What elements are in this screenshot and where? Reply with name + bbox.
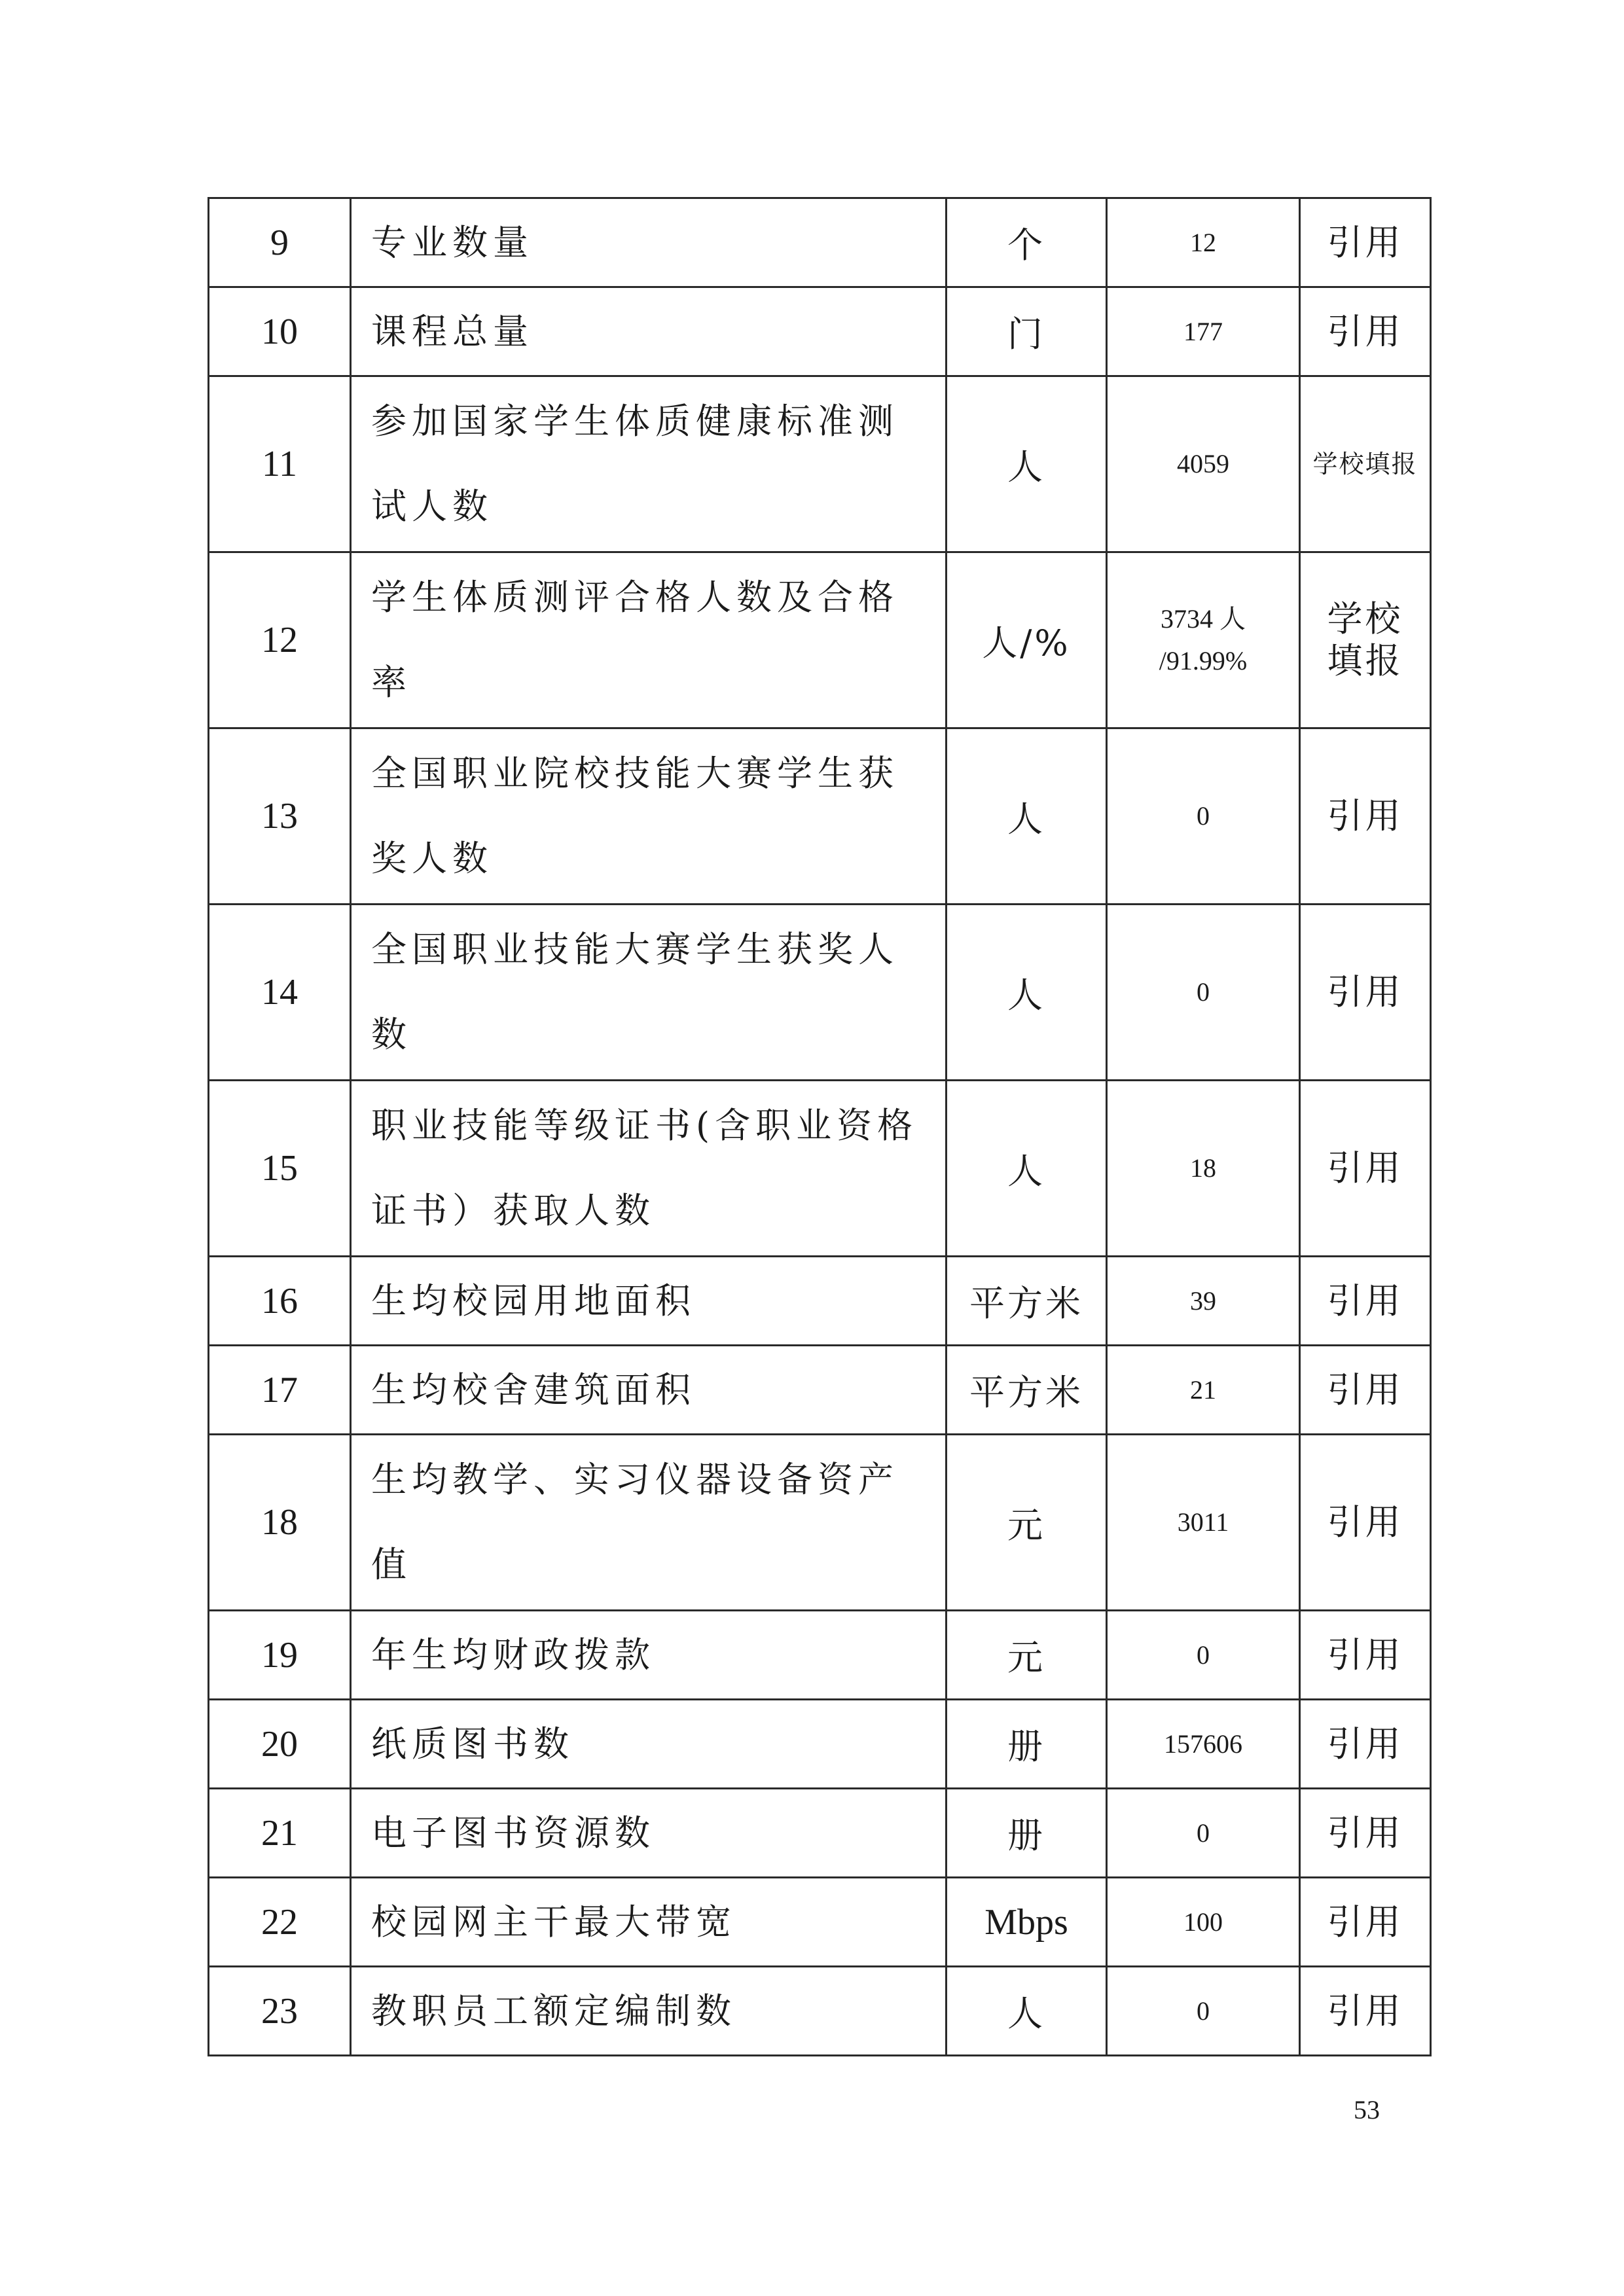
value bbox=[1107, 1789, 1300, 1878]
value-line: 0 bbox=[1197, 1640, 1210, 1670]
indicator-name: 职业技能等级证书(含职业资格证书）获取人数 bbox=[351, 1081, 947, 1257]
value bbox=[1107, 1700, 1300, 1789]
data-source: 引用 bbox=[1300, 728, 1431, 905]
table-row bbox=[209, 1435, 1431, 1611]
row-number: 14 bbox=[209, 905, 351, 1081]
value-line: 0 bbox=[1197, 977, 1210, 1007]
table-row bbox=[209, 1346, 1431, 1435]
value-line: 4059 bbox=[1177, 449, 1229, 478]
table-row bbox=[209, 1700, 1431, 1789]
table-row bbox=[209, 1257, 1431, 1346]
unit: 平方米 bbox=[947, 1257, 1107, 1346]
table-row bbox=[209, 728, 1431, 905]
unit: 册 bbox=[947, 1789, 1107, 1878]
table-row bbox=[209, 552, 1431, 728]
row-number: 11 bbox=[209, 376, 351, 552]
row-number: 19 bbox=[209, 1611, 351, 1700]
indicator-name: 纸质图书数 bbox=[351, 1700, 947, 1789]
row-number: 17 bbox=[209, 1346, 351, 1435]
row-number: 21 bbox=[209, 1789, 351, 1878]
value bbox=[1107, 1346, 1300, 1435]
value bbox=[1107, 376, 1300, 552]
table-row bbox=[209, 905, 1431, 1081]
table-body bbox=[209, 198, 1431, 2056]
unit: 个 bbox=[947, 198, 1107, 287]
value-line: 39 bbox=[1190, 1285, 1216, 1316]
data-source: 引用 bbox=[1300, 1346, 1431, 1435]
value-line: 100 bbox=[1183, 1907, 1223, 1937]
row-number: 23 bbox=[209, 1967, 351, 2056]
value bbox=[1107, 198, 1300, 287]
value bbox=[1107, 1611, 1300, 1700]
indicator-name: 生均校园用地面积 bbox=[351, 1257, 947, 1346]
unit: 人 bbox=[947, 376, 1107, 552]
indicator-name: 电子图书资源数 bbox=[351, 1789, 947, 1878]
data-source: 引用 bbox=[1300, 1081, 1431, 1257]
row-number: 15 bbox=[209, 1081, 351, 1257]
data-source: 引用 bbox=[1300, 1878, 1431, 1967]
unit: 门 bbox=[947, 287, 1107, 376]
value-line: 12 bbox=[1190, 227, 1216, 257]
indicator-table bbox=[208, 197, 1432, 2056]
value bbox=[1107, 1878, 1300, 1967]
indicator-name: 年生均财政拨款 bbox=[351, 1611, 947, 1700]
table-row bbox=[209, 287, 1431, 376]
value bbox=[1107, 1967, 1300, 2056]
data-source: 学校填报 bbox=[1300, 376, 1431, 552]
unit: 元 bbox=[947, 1611, 1107, 1700]
table-row bbox=[209, 1789, 1431, 1878]
page-number: 53 bbox=[1354, 2095, 1380, 2125]
table-row bbox=[209, 198, 1431, 287]
value-line: 0 bbox=[1197, 1818, 1210, 1848]
row-number: 20 bbox=[209, 1700, 351, 1789]
data-source: 引用 bbox=[1300, 1257, 1431, 1346]
value bbox=[1107, 1435, 1300, 1611]
value-line: /91.99% bbox=[1159, 646, 1248, 675]
data-source: 引用 bbox=[1300, 1789, 1431, 1878]
value bbox=[1107, 552, 1300, 728]
table-row bbox=[209, 1081, 1431, 1257]
indicator-name: 参加国家学生体质健康标准测试人数 bbox=[351, 376, 947, 552]
indicator-name: 课程总量 bbox=[351, 287, 947, 376]
value-line: 18 bbox=[1190, 1153, 1216, 1183]
data-source: 引用 bbox=[1300, 905, 1431, 1081]
unit: 人 bbox=[947, 1967, 1107, 2056]
value-line: 177 bbox=[1183, 316, 1223, 346]
row-number: 18 bbox=[209, 1435, 351, 1611]
indicator-name: 教职员工额定编制数 bbox=[351, 1967, 947, 2056]
value-line: 21 bbox=[1190, 1374, 1216, 1405]
table-row bbox=[209, 376, 1431, 552]
value-line: 3011 bbox=[1177, 1507, 1229, 1537]
data-source: 引用 bbox=[1300, 1967, 1431, 2056]
table-row bbox=[209, 1611, 1431, 1700]
value-line: 3734 人 bbox=[1161, 604, 1246, 634]
indicator-name: 学生体质测评合格人数及合格率 bbox=[351, 552, 947, 728]
data-source: 引用 bbox=[1300, 287, 1431, 376]
data-source: 引用 bbox=[1300, 1700, 1431, 1789]
indicator-name: 专业数量 bbox=[351, 198, 947, 287]
indicator-name: 校园网主干最大带宽 bbox=[351, 1878, 947, 1967]
value bbox=[1107, 1257, 1300, 1346]
indicator-name: 全国职业技能大赛学生获奖人数 bbox=[351, 905, 947, 1081]
value-line: 157606 bbox=[1164, 1729, 1242, 1759]
unit: 人/% bbox=[947, 552, 1107, 728]
data-source: 引用 bbox=[1300, 1611, 1431, 1700]
indicator-name: 生均校舍建筑面积 bbox=[351, 1346, 947, 1435]
value bbox=[1107, 1081, 1300, 1257]
indicator-name: 全国职业院校技能大赛学生获奖人数 bbox=[351, 728, 947, 905]
unit: 人 bbox=[947, 905, 1107, 1081]
row-number: 13 bbox=[209, 728, 351, 905]
unit: 人 bbox=[947, 728, 1107, 905]
unit: Mbps bbox=[947, 1878, 1107, 1967]
value bbox=[1107, 287, 1300, 376]
value bbox=[1107, 728, 1300, 905]
unit: 册 bbox=[947, 1700, 1107, 1789]
value-line: 0 bbox=[1197, 801, 1210, 831]
unit: 人 bbox=[947, 1081, 1107, 1257]
row-number: 22 bbox=[209, 1878, 351, 1967]
data-source: 学校填报 bbox=[1300, 552, 1431, 728]
value-line: 0 bbox=[1197, 1996, 1210, 2026]
row-number: 16 bbox=[209, 1257, 351, 1346]
row-number: 12 bbox=[209, 552, 351, 728]
table-row bbox=[209, 1878, 1431, 1967]
value bbox=[1107, 905, 1300, 1081]
data-source: 引用 bbox=[1300, 1435, 1431, 1611]
unit: 元 bbox=[947, 1435, 1107, 1611]
indicator-name: 生均教学、实习仪器设备资产值 bbox=[351, 1435, 947, 1611]
row-number: 9 bbox=[209, 198, 351, 287]
row-number: 10 bbox=[209, 287, 351, 376]
data-source: 引用 bbox=[1300, 198, 1431, 287]
unit: 平方米 bbox=[947, 1346, 1107, 1435]
table-row bbox=[209, 1967, 1431, 2056]
